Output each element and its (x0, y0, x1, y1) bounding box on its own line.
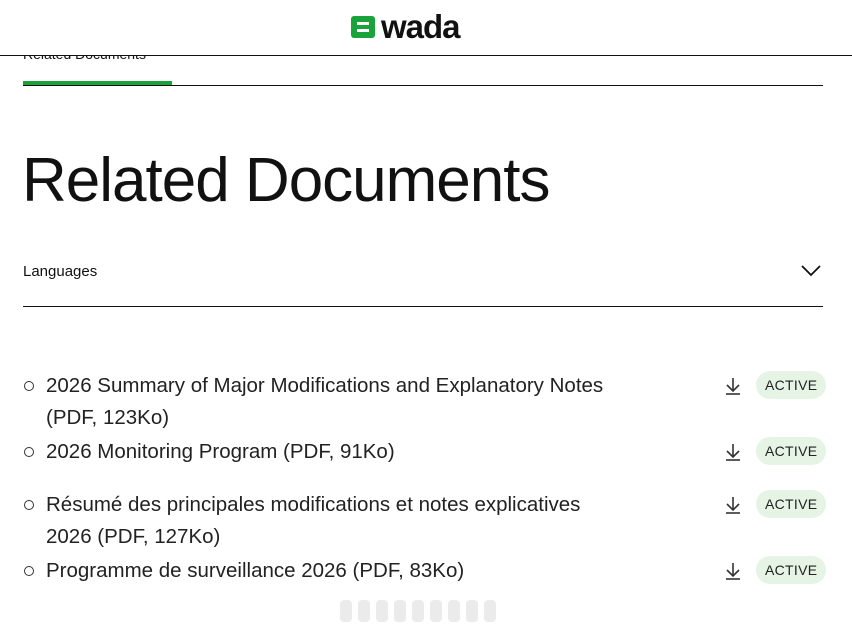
document-title: Programme de surveillance 2026 (PDF, 83Ko) (46, 559, 465, 582)
document-title: 2026 Monitoring Program (PDF, 91Ko) (46, 440, 395, 463)
document-title: 2026 Summary of Major Modifications and Explanatory Notes (46, 374, 604, 397)
active-tab-indicator (23, 81, 172, 85)
languages-label: Languages (23, 263, 98, 280)
wada-logo-icon (351, 16, 375, 38)
languages-dropdown[interactable] (23, 250, 823, 307)
status-badge: ACTIVE (756, 556, 826, 584)
download-icon[interactable] (724, 495, 742, 515)
document-link[interactable] (46, 555, 696, 587)
bullet-icon (24, 381, 34, 391)
document-title: Résumé des principales modifications et notes explicatives (46, 493, 581, 516)
site-header (0, 0, 852, 56)
status-badge: ACTIVE (756, 371, 826, 399)
blurred-watermark (340, 600, 510, 626)
document-link[interactable] (46, 489, 696, 553)
document-link[interactable] (46, 436, 696, 468)
bullet-icon (24, 566, 34, 576)
bullet-icon (24, 447, 34, 457)
download-icon[interactable] (724, 376, 742, 396)
document-meta: (PDF, 123Ko) (46, 406, 170, 429)
logo-text: wada (381, 8, 460, 45)
download-icon[interactable] (724, 442, 742, 462)
status-badge: ACTIVE (756, 437, 826, 465)
section-tabs (23, 56, 823, 86)
chevron-down-icon (801, 262, 821, 278)
wada-logo[interactable] (351, 8, 460, 45)
document-meta: 2026 (PDF, 127Ko) (46, 525, 221, 548)
page-title: Related Documents (22, 146, 550, 215)
bullet-icon (24, 500, 34, 510)
download-icon[interactable] (724, 561, 742, 581)
document-link[interactable] (46, 370, 696, 434)
status-badge: ACTIVE (756, 490, 826, 518)
